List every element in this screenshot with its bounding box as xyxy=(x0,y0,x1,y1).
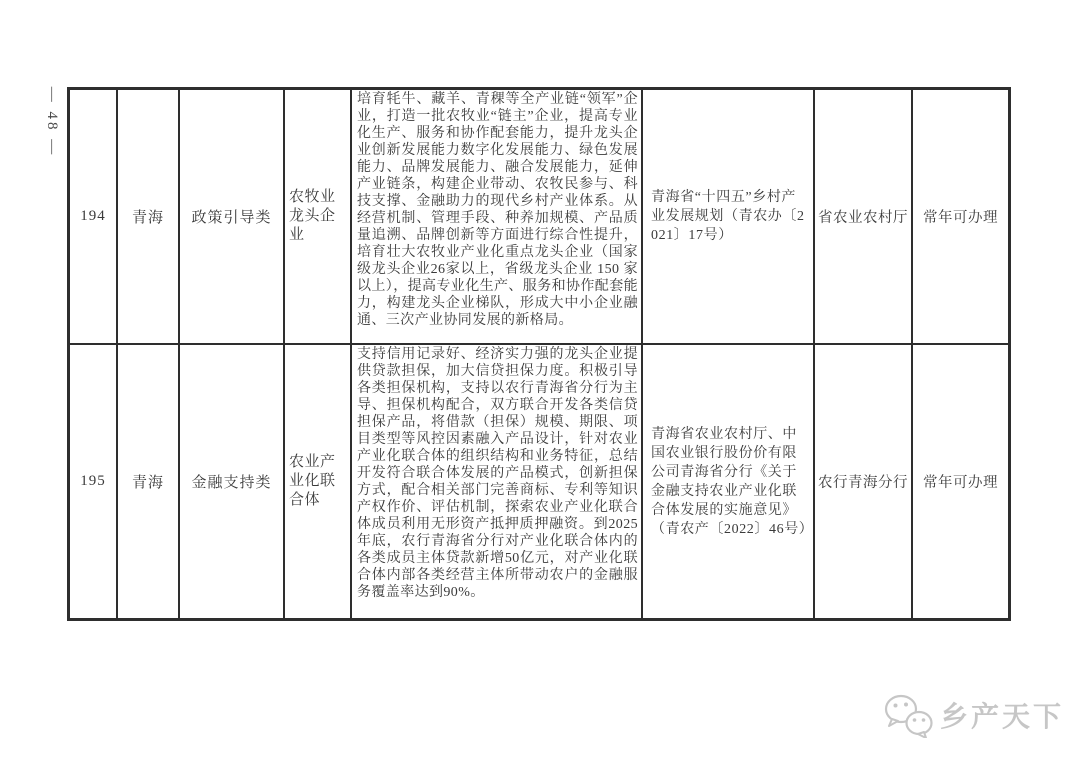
province-cell: 青海 xyxy=(118,345,180,618)
category-cell: 金融支持类 xyxy=(180,345,285,618)
policy-basis-text: 青海省农业农村厅、中国农业银行股份价有限公司青海省分行《关于金融支持农业产业化联合体发展的实施意见》（青农产〔2022〕46号） xyxy=(651,426,814,537)
page-number: — 48 — xyxy=(44,86,60,158)
subject-cell: 农牧业龙头企业 xyxy=(285,90,352,345)
policy-basis-cell xyxy=(643,90,815,345)
category-cell: 政策引导类 xyxy=(180,90,285,345)
policy-basis-cell xyxy=(643,345,815,618)
policy-table xyxy=(67,87,1011,621)
policy-basis-text: 青海省“十四五”乡村产业发展规划（青农办〔2021〕17号） xyxy=(651,190,805,243)
watermark xyxy=(882,690,1065,740)
subject-cell: 农业产业化联合体 xyxy=(285,345,352,618)
wechat-chat-bubbles-icon xyxy=(882,692,934,738)
department-cell: 省农业农村厅 xyxy=(815,90,913,345)
description-cell: 培育牦牛、藏羊、青稞等全产业链“领军”企业，打造一批农牧业“链主”企业，提高专业化生产、服务和协作配套能力，提升龙头企业创新发展能力数字化发展能力、绿色发展能力、品牌发展能力、融合发展能力，延伸产业链条，构建企业带动、农牧民参与、科技支撑、金融助力的现代乡村产业体系。从经营机制、管理手段、种养加规模、产品质量追溯、品牌创新等方面进行综合性提升，培育壮大农牧业产业化重点龙头企业（国家级龙头企业26家以上，省级龙头企业 150 家以上），提高专业化生产、服务和协作配套能力，构建龙头企业梯队，形成大中小企业融通、三次产业协同发展的新格局。 xyxy=(352,90,643,345)
availability-cell: 常年可办理 xyxy=(913,345,1008,618)
watermark-label: 乡产天下 xyxy=(940,702,1065,733)
row-number-cell: 195 xyxy=(70,345,118,618)
row-number-cell: 194 xyxy=(70,90,118,345)
availability-cell: 常年可办理 xyxy=(913,90,1008,345)
description-cell: 支持信用记录好、经济实力强的龙头企业提供贷款担保，加大信贷担保力度。积极引导各类担保机构，支持以农行青海省分行为主导、担保机构配合，双方联合开发各类信贷担保产品，将借款（担保）规模、期限、项目类型等风控因素融入产品设计，针对农业产业化联合体的组织结构和业务特征，总结开发符合联合体发展的产品模式，创新担保方式，配合相关部门完善商标、专利等知识产权作价、评估机制，探索农业产业化联合体成员利用无形资产抵押质押融资。到2025年底，农行青海省分行对产业化联合体内的各类成员主体贷款新增50亿元，对产业化联合体内部各类经营主体所带动农户的金融服务覆盖率达到90%。 xyxy=(352,345,643,618)
province-cell: 青海 xyxy=(118,90,180,345)
department-cell: 农行青海分行 xyxy=(815,345,913,618)
